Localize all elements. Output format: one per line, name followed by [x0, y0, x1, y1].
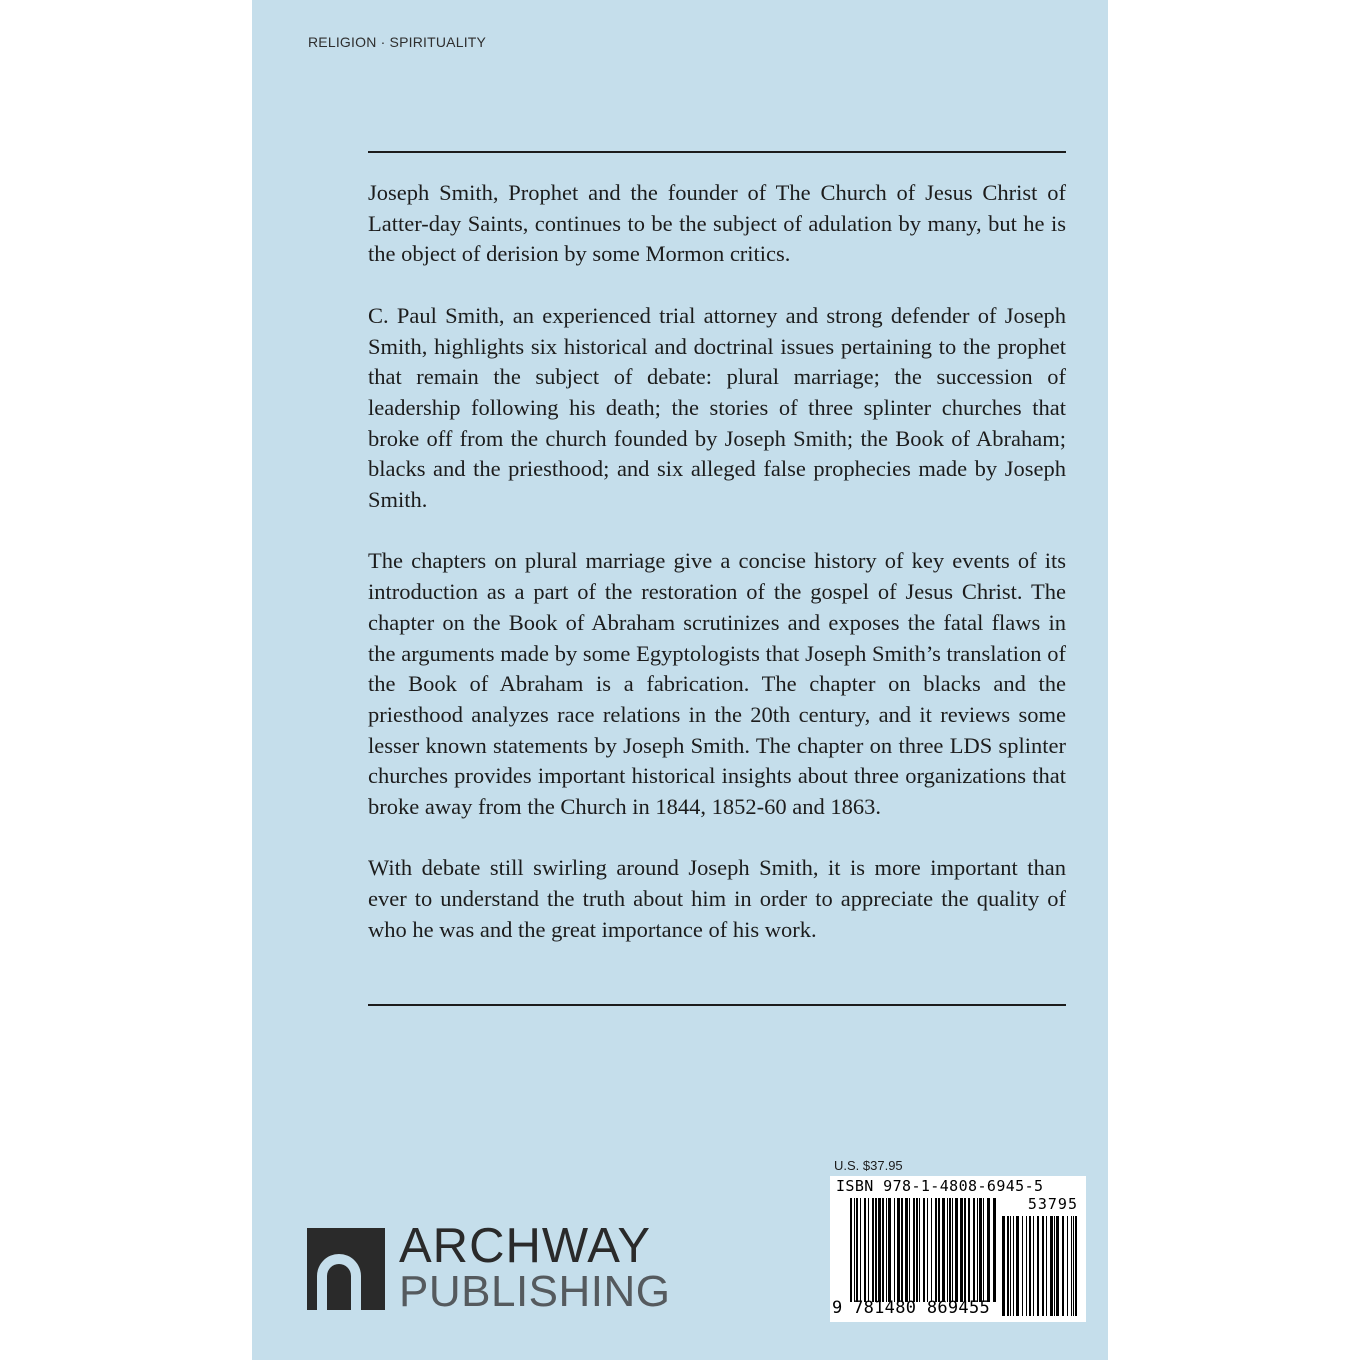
blurb-paragraph-4: With debate still swirling around Joseph Smith, it is more important than ever to understand the truth about him in order to appreciate the quality of who he was and the great importance of his work. [368, 855, 1066, 942]
barcode-bar [960, 1198, 963, 1302]
barcode-bar [1056, 1216, 1059, 1316]
barcode-bar [868, 1198, 869, 1302]
barcode-bar [916, 1198, 918, 1302]
barcode-bar [1026, 1216, 1027, 1316]
barcode-bar [952, 1198, 953, 1302]
isbn-number: ISBN 978-1-4808-6945-5 [836, 1177, 1044, 1195]
barcode-bar [955, 1198, 958, 1302]
publisher-name-line1: ARCHWAY [399, 1219, 651, 1273]
top-divider [368, 151, 1066, 153]
barcode-bar [1033, 1216, 1034, 1316]
barcode-bar [856, 1198, 858, 1302]
barcode-bar [878, 1198, 881, 1302]
publisher-logo [307, 1219, 707, 1316]
ean-digits: 9 781480 869455 [832, 1298, 991, 1318]
barcode-bar [1067, 1216, 1068, 1316]
barcode-bar [860, 1198, 861, 1302]
category-label: RELIGION · SPIRITUALITY [308, 34, 487, 50]
barcode-bar [850, 1198, 852, 1302]
barcode-bar [973, 1198, 975, 1302]
barcode-bar [886, 1198, 887, 1302]
barcode-bar [1062, 1216, 1064, 1316]
barcode-bar [875, 1198, 877, 1302]
barcode-bar [897, 1198, 900, 1302]
barcode-bar [1013, 1216, 1014, 1316]
barcode-bar [854, 1198, 855, 1302]
barcode-bar [968, 1198, 970, 1302]
blurb-paragraph-2: C. Paul Smith, an experienced trial attorney and strong defender of Joseph Smith, highlights six historical and doctrinal issues pertaining to the prophet that remain the subject of debate: plural marriage; the succession of leadership following his death; the stories of three splinter churches that broke off from the church founded by Joseph Smith; the Book of Abraham; blacks and the priesthood; and six alleged false prophecies made by Joseph Smith. [368, 302, 1066, 513]
barcode-bar [872, 1198, 874, 1302]
blurb-paragraph-1: Joseph Smith, Prophet and the founder of The Church of Jesus Christ of Latter-day Saints, continues to be the subject of adulation by many, but he is the object of derision by some Mormon critics. [368, 180, 1066, 267]
barcode-bar [1016, 1216, 1019, 1316]
barcode-bar [987, 1198, 990, 1302]
barcode-bar [909, 1198, 910, 1302]
barcode-bar [977, 1198, 978, 1302]
barcode-bar [1037, 1216, 1039, 1316]
barcode-bar [882, 1198, 884, 1302]
barcode-bar [931, 1198, 932, 1302]
archway-logo-icon [307, 1228, 385, 1310]
barcode-bar [1022, 1216, 1023, 1316]
price-addon-code: 53795 [1027, 1195, 1078, 1213]
barcode-bar [919, 1198, 920, 1302]
blurb-paragraph-3: The chapters on plural marriage give a concise history of key events of its introduction as a part of the restoration of the gospel of Jesus Christ. The chapter on the Book of Abraham scrutinizes and exposes the fatal flaws in the arguments made by some Egyptologists that Joseph Smith’s translation of the Book of Abraham is a fabrication. The chapter on blacks and the priesthood analyzes race relations in the 20th century, and it reviews some lesser known statements by Joseph Smith. The chapter on three LDS splinter churches provides important historical insights about three organizations that broke away from the Church in 1844, 1852-60 and 1863. [368, 548, 1066, 820]
barcode-bar [905, 1198, 908, 1302]
barcode-bar [1073, 1216, 1074, 1316]
barcode-bar [1002, 1216, 1005, 1316]
barcode-bar [927, 1198, 928, 1302]
barcode-bar [1071, 1216, 1072, 1316]
back-cover [252, 0, 1108, 1360]
barcode-bar [901, 1198, 903, 1302]
barcode-bar [1054, 1216, 1055, 1316]
barcode-bar [983, 1198, 984, 1302]
blurb-text [368, 178, 1066, 976]
barcode-bar [1046, 1216, 1047, 1316]
barcode-bar [1050, 1216, 1053, 1316]
barcode-bar [993, 1198, 996, 1302]
barcode-bar [923, 1198, 925, 1302]
barcode-bar [1029, 1216, 1031, 1316]
barcode-bar [949, 1198, 951, 1302]
barcode-bar [1075, 1216, 1077, 1316]
barcode-bar [888, 1198, 891, 1302]
barcode-bar [1042, 1216, 1044, 1316]
barcode-bar [942, 1198, 945, 1302]
barcode-bar [938, 1198, 940, 1302]
barcode-bar [947, 1198, 948, 1302]
price-label: U.S. $37.95 [834, 1158, 903, 1173]
bottom-divider [368, 1004, 1066, 1006]
publisher-name-line2: PUBLISHING [399, 1267, 671, 1316]
barcode-bar [964, 1198, 966, 1302]
barcode-bar [864, 1198, 866, 1302]
barcode [830, 1176, 1086, 1322]
barcode-bar [1010, 1216, 1011, 1316]
barcode-bar [894, 1198, 895, 1302]
barcode-bar [913, 1198, 915, 1302]
barcode-bar [979, 1198, 982, 1302]
barcode-bar [935, 1198, 937, 1302]
barcode-bar [1007, 1216, 1009, 1316]
